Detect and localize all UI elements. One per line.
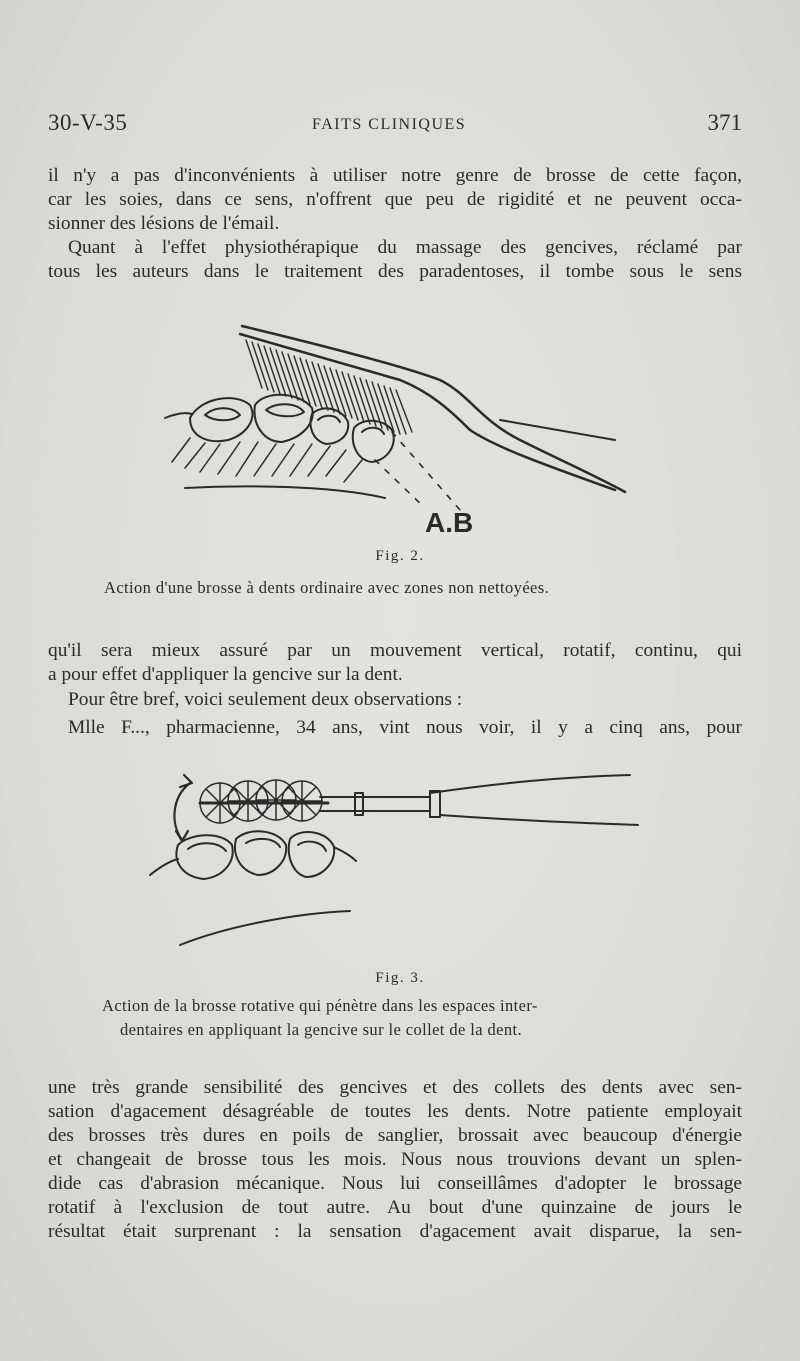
page-number: 371 [707,110,742,135]
figure-3-drawing [0,765,800,960]
running-head [48,110,742,144]
paragraph-6 [48,1076,742,1244]
text-line: Mlle F..., pharmacienne, 34 ans, vint nous voir, il y a cinq ans, pour [68,717,742,738]
text-line: et changeait de brosse tous les mois. Nous nous trouvions devant un splen- [48,1149,742,1170]
text-line: dide cas d'abrasion mécanique. Nous lui conseillâmes d'adopter le brossage [48,1173,742,1194]
figure-2-drawing [0,310,800,545]
paragraph-2 [48,236,742,284]
text-line: rotatif à l'exclusion de tout autre. Au bout d'une quinzaine de jours le [48,1197,742,1218]
text-line: Quant à l'effet physiothérapique du massage des gencives, réclamé par [68,237,742,258]
figure-2-label: Fig. 2. [375,548,425,564]
text-line: une très grande sensibilité des gencives et des collets des dents avec sen- [48,1077,742,1098]
text-line: Pour être bref, voici seulement deux observations : [68,689,463,710]
text-line: il n'y a pas d'inconvénients à utiliser notre genre de brosse de cette façon, [48,165,742,186]
figure-2-annotation: A.B [425,507,474,538]
header-section-title: FAITS CLINIQUES [312,116,467,133]
text-line: résultat était surprenant : la sensation d'agacement avait disparue, la sen- [48,1221,742,1242]
text-line: des brosses très dures en poils de sanglier, brossait avec beaucoup d'énergie [48,1125,742,1146]
paragraph-4 [48,688,742,712]
caption-line: Action d'une brosse à dents ordinaire avec zones non nettoyées. [104,578,550,597]
header-date: 30-V-35 [48,110,128,135]
text-line: tous les auteurs dans le traitement des paradentoses, il tombe sous le sens [48,261,742,282]
figure-3-label: Fig. 3. [375,970,425,986]
figure-3 [0,765,800,960]
figure-2-caption [104,576,549,600]
caption-line: Action de la brosse rotative qui pénètre dans les espaces inter- [102,996,538,1015]
caption-line: dentaires en appliquant la gencive sur le collet de la dent. [120,1020,522,1039]
text-line: a pour effet d'appliquer la gencive sur la dent. [48,664,403,685]
figure-3-caption [102,994,538,1042]
text-line: sation d'agacement désagréable de toutes les dents. Notre patiente employait [48,1101,742,1122]
paragraph-3 [48,639,742,687]
paragraph-5 [48,716,742,740]
paragraph-1 [48,164,742,236]
text-line: car les soies, dans ce sens, n'offrent que peu de rigidité et ne peuvent occa- [48,189,742,210]
text-line: qu'il sera mieux assuré par un mouvement vertical, rotatif, continu, qui [48,640,742,661]
text-line: sionner des lésions de l'émail. [48,213,280,234]
figure-2 [0,310,800,545]
